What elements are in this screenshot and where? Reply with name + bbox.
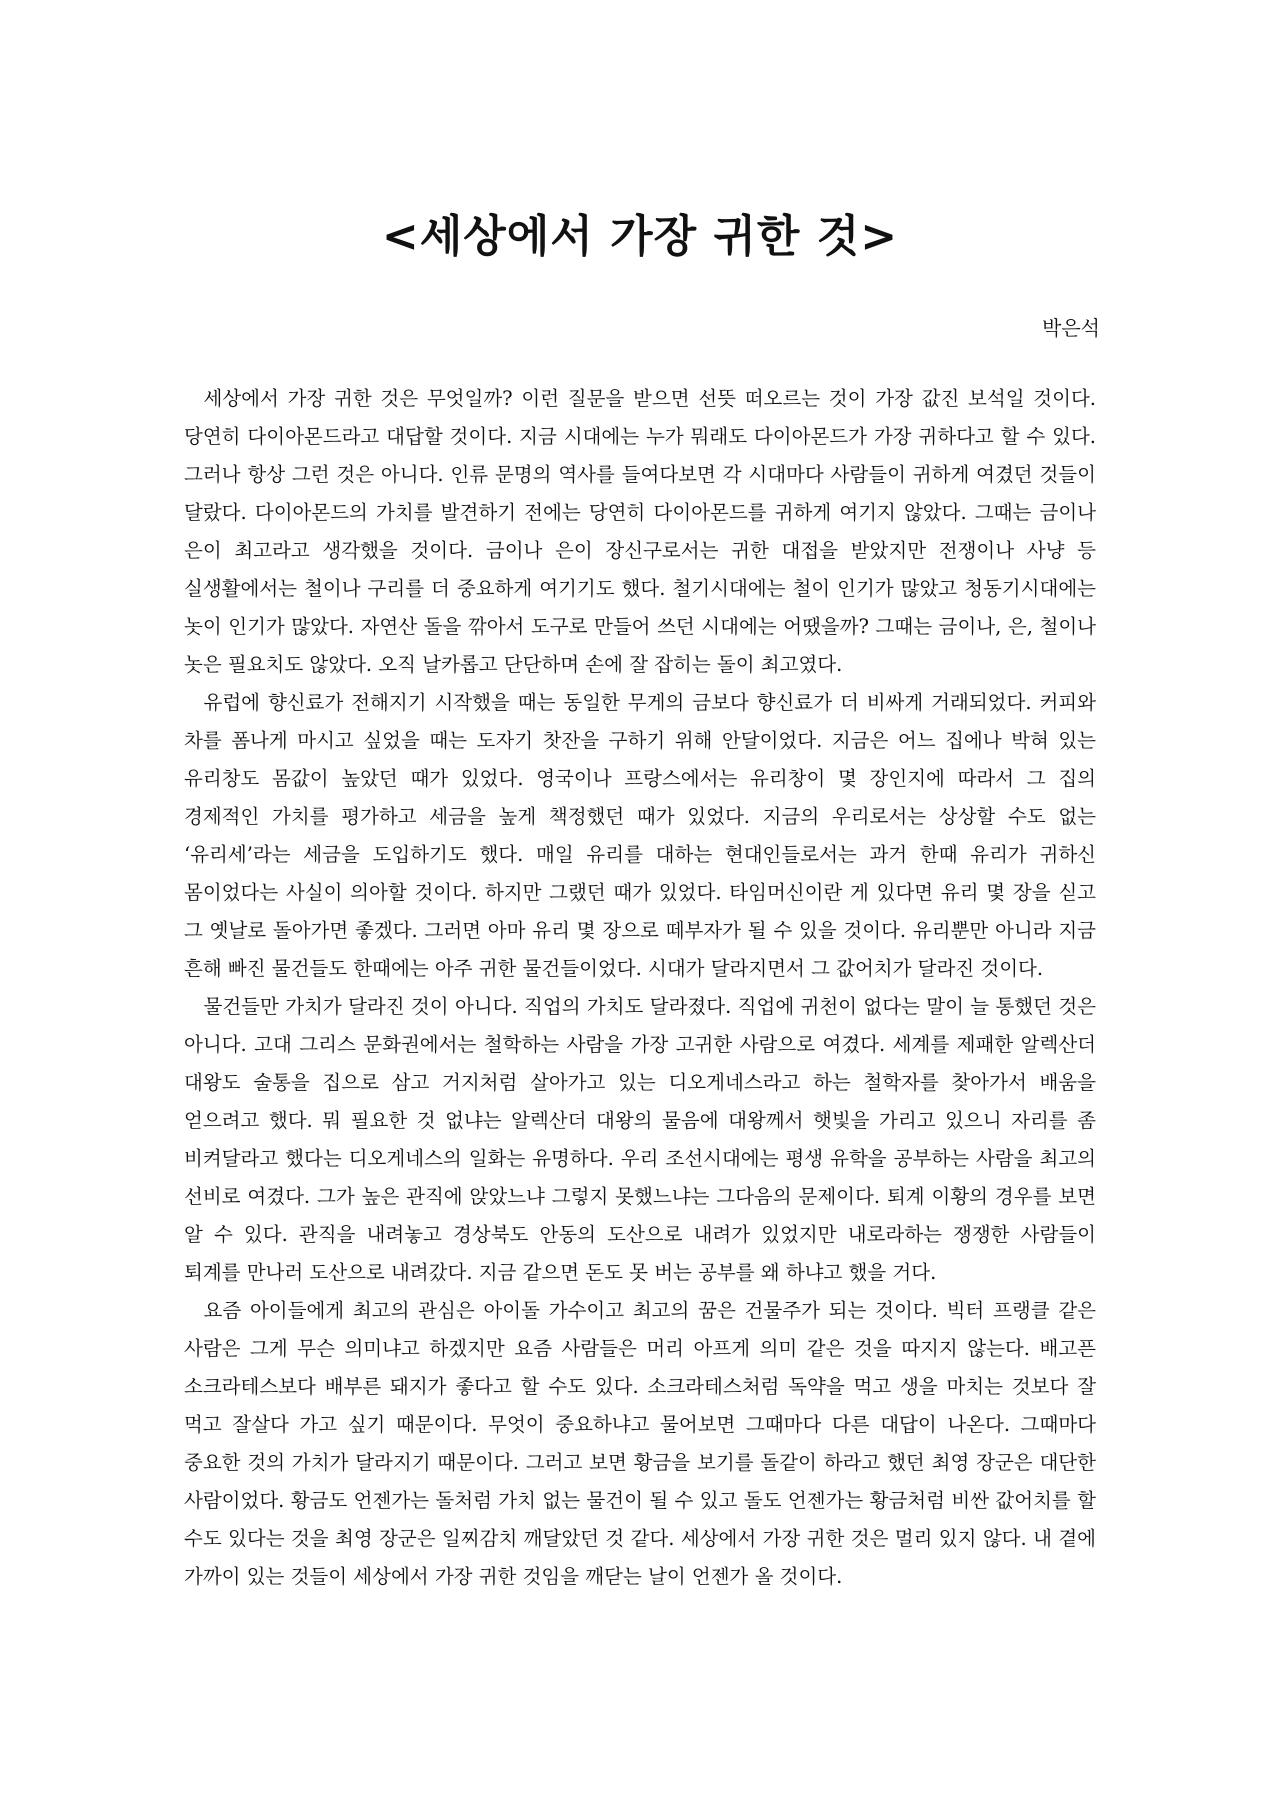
essay-body <box>184 380 1096 1596</box>
paragraph: 요즘 아이들에게 최고의 관심은 아이돌 가수이고 최고의 꿈은 건물주가 되는 것이다. 빅터 프랭클 같은 사람은 그게 무슨 의미냐고 하겠지만 요즘 사람들은 머리 아프게 의미 같은 것을 따지지 않는다. 배고픈 소크라테스보다 배부른 돼지가 좋다고 할 수도 있다. 소크라테스처럼 독약을 먹고 생을 마치는 것보다 잘 먹고 잘살다 가고 싶기 때문이다. 무엇이 중요하냐고 물어보면 그때마다 다른 대답이 나온다. 그때마다 중요한 것의 가치가 달라지기 때문이다. 그러고 보면 황금을 보기를 돌같이 하라고 했던 최영 장군은 대단한 사람이었다. 황금도 언젠가는 돌처럼 가치 없는 물건이 될 수 있고 돌도 언젠가는 황금처럼 비싼 값어치를 할 수도 있다는 것을 최영 장군은 일찌감치 깨달았던 것 같다. 세상에서 가장 귀한 것은 멀리 있지 않다. 내 곁에 가까이 있는 것들이 세상에서 가장 귀한 것임을 깨닫는 날이 언젠가 올 것이다. <box>184 1299 1096 1588</box>
paragraph: 세상에서 가장 귀한 것은 무엇일까? 이런 질문을 받으면 선뜻 떠오르는 것이 가장 값진 보석일 것이다. 당연히 다이아몬드라고 대답할 것이다. 지금 시대에는 누가 뭐래도 다이아몬드가 가장 귀하다고 할 수 있다. 그러나 항상 그런 것은 아니다. 인류 문명의 역사를 들여다보면 각 시대마다 사람들이 귀하게 여겼던 것들이 달랐다. 다이아몬드의 가치를 발견하기 전에는 당연히 다이아몬드를 귀하게 여기지 않았다. 그때는 금이나 은이 최고라고 생각했을 것이다. 금이나 은이 장신구로서는 귀한 대접을 받았지만 전쟁이나 사냥 등 실생활에서는 철이나 구리를 더 중요하게 여기기도 했다. 철기시대에는 철이 인기가 많았고 청동기시대에는 놋이 인기가 많았다. 자연산 돌을 깎아서 도구로 만들어 쓰던 시대에는 어땠을까? 그때는 금이나, 은, 철이나 놋은 필요치도 않았다. 오직 날카롭고 단단하며 손에 잘 잡히는 돌이 최고였다. <box>184 387 1096 676</box>
paragraph: 유럽에 향신료가 전해지기 시작했을 때는 동일한 무게의 금보다 향신료가 더 비싸게 거래되었다. 커피와 차를 폼나게 마시고 싶었을 때는 도자기 찻잔을 구하기 위해 안달이었다. 지금은 어느 집에나 박혀 있는 유리창도 몸값이 높았던 때가 있었다. 영국이나 프랑스에서는 유리창이 몇 장인지에 따라서 그 집의 경제적인 가치를 평가하고 세금을 높게 책정했던 때가 있었다. 지금의 우리로서는 상상할 수도 없는 ‘유리세’라는 세금을 도입하기도 했다. 매일 유리를 대하는 현대인들로서는 과거 한때 유리가 귀하신 몸이었다는 사실이 의아할 것이다. 하지만 그랬던 때가 있었다. 타임머신이란 게 있다면 유리 몇 장을 싣고 그 옛날로 돌아가면 좋겠다. 그러면 아마 유리 몇 장으로 떼부자가 될 수 있을 것이다. 유리뿐만 아니라 지금 흔해 빠진 물건들도 한때에는 아주 귀한 물건들이었다. 시대가 달라지면서 그 값어치가 달라진 것이다. <box>184 691 1096 980</box>
paragraph: 물건들만 가치가 달라진 것이 아니다. 직업의 가치도 달라졌다. 직업에 귀천이 없다는 말이 늘 통했던 것은 아니다. 고대 그리스 문화권에서는 철학하는 사람을 가장 고귀한 사람으로 여겼다. 세계를 제패한 알렉산더 대왕도 술통을 집으로 삼고 거지처럼 살아가고 있는 디오게네스라고 하는 철학자를 찾아가서 배움을 얻으려고 했다. 뭐 필요한 것 없냐는 알렉산더 대왕의 물음에 대왕께서 햇빛을 가리고 있으니 자리를 좀 비켜달라고 했다는 디오게네스의 일화는 유명하다. 우리 조선시대에는 평생 유학을 공부하는 사람을 최고의 선비로 여겼다. 그가 높은 관직에 앉았느냐 그렇지 못했느냐는 그다음의 문제이다. 퇴계 이황의 경우를 보면 알 수 있다. 관직을 내려놓고 경상북도 안동의 도산으로 내려가 있었지만 내로라하는 쟁쟁한 사람들이 퇴계를 만나러 도산으로 내려갔다. 지금 같으면 돈도 못 버는 공부를 왜 하냐고 했을 거다. <box>184 995 1096 1284</box>
author-name: 박은석 <box>1042 316 1100 340</box>
document-title: <세상에서 가장 귀한 것> <box>381 211 899 262</box>
